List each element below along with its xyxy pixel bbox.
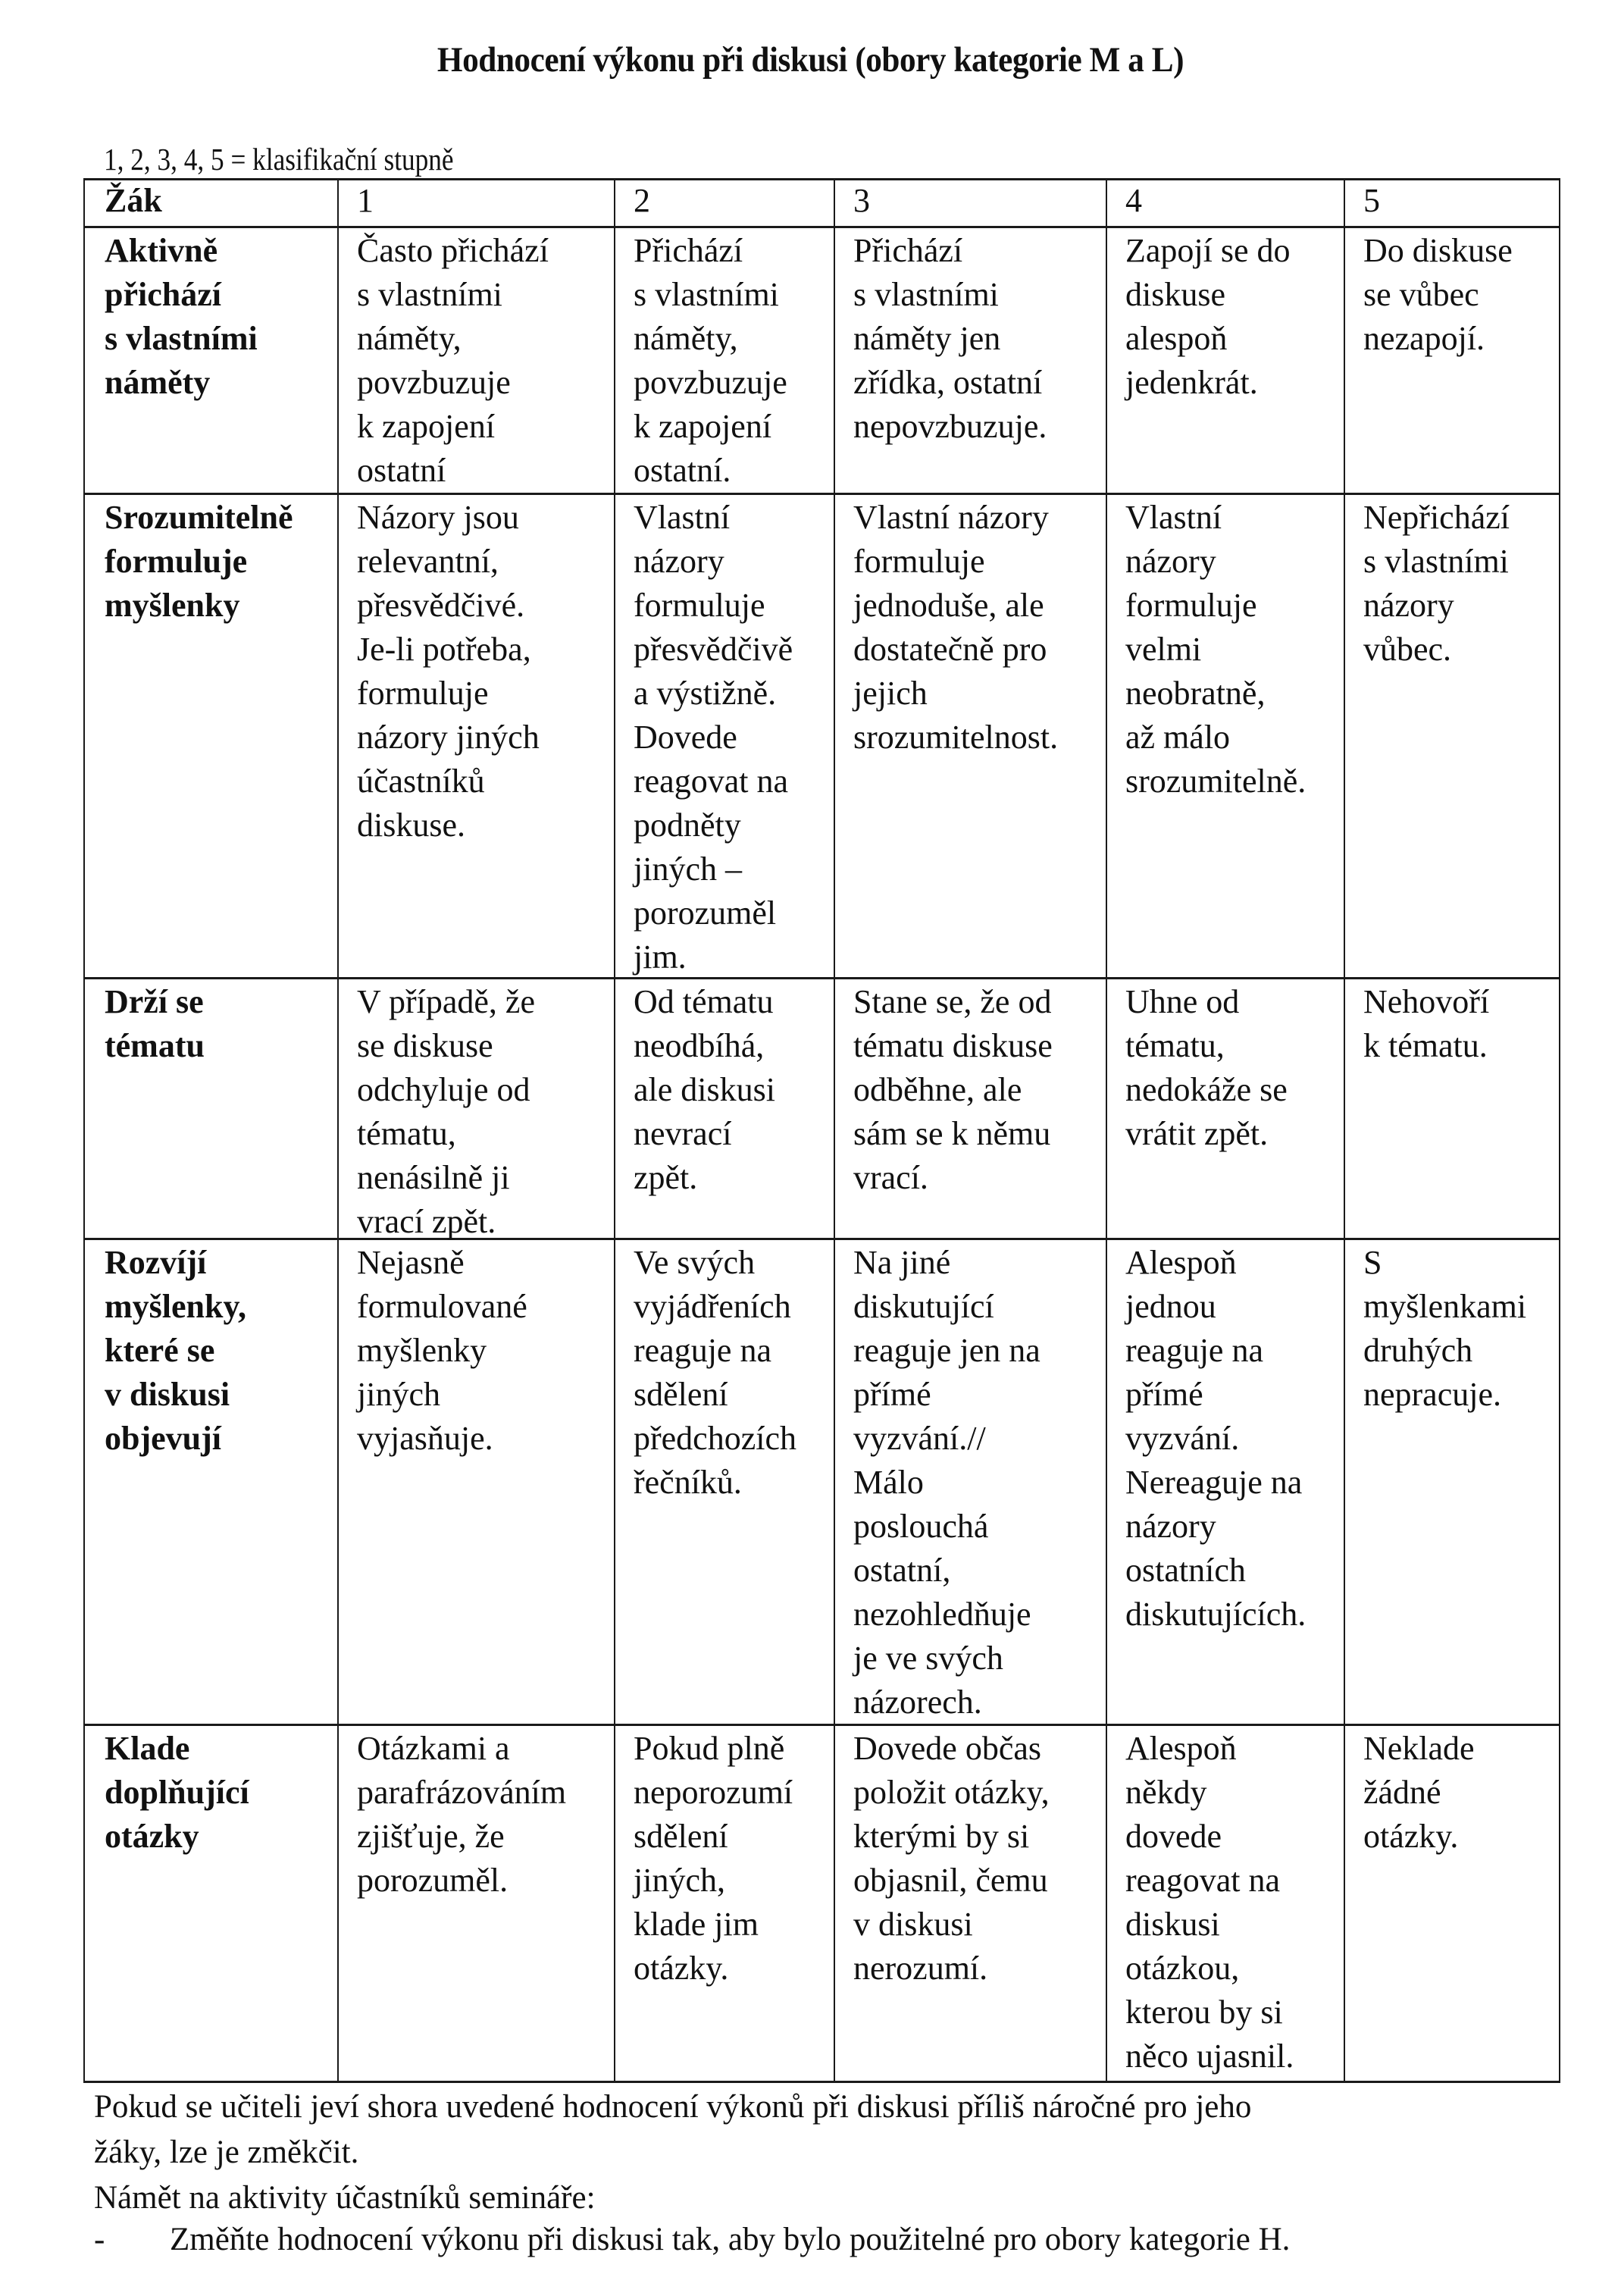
cell-line: Nejasně — [357, 1244, 465, 1281]
cell-line: názory — [634, 543, 724, 580]
cell-line: Vlastní — [634, 499, 731, 536]
grade-legend: 1, 2, 3, 4, 5 = klasifikační stupně — [104, 142, 454, 177]
cell-line: podněty — [634, 807, 741, 844]
criterion-cell — [83, 977, 337, 1238]
criterion-line: přichází — [105, 276, 221, 313]
cell-line: jejich — [853, 675, 928, 712]
cell-line: nedokáže se — [1125, 1071, 1288, 1108]
criterion-cell — [83, 493, 337, 977]
cell-line: formuluje — [853, 543, 985, 580]
cell-line: Je-li potřeba, — [357, 631, 531, 668]
cell-line: Názory jsou — [357, 499, 519, 536]
cell-line: formulované — [357, 1288, 527, 1325]
cell-line: nezapojí. — [1363, 320, 1485, 357]
cell-line: dostatečně pro — [853, 631, 1047, 668]
cell-line: velmi — [1125, 631, 1202, 668]
cell-line: poslouchá — [853, 1508, 989, 1545]
cell-line: ostatní — [357, 452, 446, 489]
cell-line: druhých — [1363, 1332, 1473, 1369]
cell-line: názorech. — [853, 1684, 982, 1721]
cell-line: s vlastními — [634, 276, 779, 313]
cell-line: vrací. — [853, 1159, 928, 1196]
criterion-line: náměty — [105, 364, 211, 401]
cell-line: S — [1363, 1244, 1382, 1281]
header-grade — [614, 178, 834, 226]
cell-line: položit otázky, — [853, 1774, 1050, 1811]
cell-line: názory jiných — [357, 719, 540, 756]
criterion-line: Rozvíjí — [105, 1244, 207, 1281]
criterion-line: Drží se — [105, 983, 204, 1020]
cell-line: se vůbec — [1363, 276, 1479, 313]
cell-line: Ve svých — [634, 1244, 756, 1281]
cell-line: náměty, — [357, 320, 462, 357]
cell-line: reagovat na — [634, 763, 788, 800]
header-label: 2 — [634, 182, 650, 219]
cell-line: k zapojení — [634, 408, 772, 445]
cell-line: přesvědčivé. — [357, 587, 525, 624]
cell-line: diskuse. — [357, 807, 465, 844]
cell-line: přesvědčivě — [634, 631, 793, 668]
header-label: 4 — [1125, 182, 1142, 219]
cell-line: náměty, — [634, 320, 738, 357]
header-grade — [834, 178, 1106, 226]
cell-line: je ve svých — [853, 1640, 1003, 1677]
cell-line: přímé — [853, 1376, 931, 1413]
cell-line: alespoň — [1125, 320, 1228, 357]
cell-line: reaguje na — [634, 1332, 771, 1369]
cell-line: jiných, — [634, 1862, 725, 1899]
criterion-line: myšlenky, — [105, 1288, 247, 1325]
cell-line: objasnil, čemu — [853, 1862, 1048, 1899]
cell-line: kterou by si — [1125, 1994, 1283, 2031]
cell-line: V případě, že — [357, 983, 535, 1020]
cell-line: k zapojení — [357, 408, 496, 445]
cell-line: vůbec. — [1363, 631, 1452, 668]
footer-note-line: Pokud se učiteli jeví shora uvedené hodnocení výkonů při diskusi příliš náročné pro jeho — [94, 2089, 1252, 2125]
criterion-line: s vlastními — [105, 320, 258, 357]
cell-line: sdělení — [634, 1818, 728, 1855]
grade-2-cell — [614, 1724, 834, 2083]
grade-3-cell — [834, 1238, 1106, 1724]
cell-line: někdy — [1125, 1774, 1207, 1811]
cell-line: Alespoň — [1125, 1730, 1237, 1767]
cell-line: Neklade — [1363, 1730, 1475, 1767]
criterion-cell — [83, 1238, 337, 1724]
cell-line: Alespoň — [1125, 1244, 1237, 1281]
cell-line: a výstižně. — [634, 675, 777, 712]
cell-line: Stane se, že od — [853, 983, 1052, 1020]
cell-line: jednou — [1125, 1288, 1216, 1325]
cell-line: jiných — [357, 1376, 440, 1413]
cell-line: neobratně, — [1125, 675, 1266, 712]
grade-4-cell — [1106, 1724, 1344, 2083]
cell-line: nezohledňuje — [853, 1596, 1031, 1633]
cell-line: Uhne od — [1125, 983, 1240, 1020]
criterion-line: Aktivně — [105, 232, 218, 269]
cell-line: předchozích — [634, 1420, 796, 1457]
cell-line: názory — [1125, 1508, 1216, 1545]
cell-line: myšlenkami — [1363, 1288, 1527, 1325]
header-grade — [1344, 178, 1560, 226]
cell-line: jiných – — [634, 850, 742, 888]
cell-line: srozumitelnost. — [853, 719, 1059, 756]
cell-line: diskusi — [1125, 1906, 1220, 1943]
cell-line: Přichází — [853, 232, 963, 269]
cell-line: Nehovoří — [1363, 983, 1490, 1020]
criterion-cell — [83, 1724, 337, 2083]
cell-line: ale diskusi — [634, 1071, 775, 1108]
bullet-marker: - — [94, 2222, 105, 2257]
grade-1-cell — [337, 1724, 614, 2083]
cell-line: tématu diskuse — [853, 1027, 1053, 1064]
criterion-line: objevují — [105, 1420, 221, 1457]
grade-5-cell — [1344, 226, 1560, 493]
header-grade — [337, 178, 614, 226]
header-label: 1 — [357, 182, 374, 219]
cell-line: Pokud plně — [634, 1730, 785, 1767]
activity-heading: Námět na aktivity účastníků semináře: — [94, 2180, 596, 2216]
cell-line: povzbuzuje — [634, 364, 787, 401]
cell-line: s vlastními — [853, 276, 999, 313]
cell-line: reaguje jen na — [853, 1332, 1041, 1369]
cell-line: reaguje na — [1125, 1332, 1263, 1369]
header-label: 3 — [853, 182, 870, 219]
cell-line: Vlastní názory — [853, 499, 1049, 536]
evaluation-table — [83, 178, 1560, 2083]
cell-line: tématu, — [1125, 1027, 1225, 1064]
cell-line: odchyluje od — [357, 1071, 530, 1108]
cell-line: porozuměl. — [357, 1862, 509, 1899]
cell-line: Nepřichází — [1363, 499, 1510, 536]
cell-line: jedenkrát. — [1125, 364, 1258, 401]
cell-line: Vlastní — [1125, 499, 1222, 536]
cell-line: řečníků. — [634, 1464, 742, 1501]
cell-line: Otázkami a — [357, 1730, 510, 1767]
cell-line: vrátit zpět. — [1125, 1115, 1269, 1152]
cell-line: srozumitelně. — [1125, 763, 1307, 800]
cell-line: nepracuje. — [1363, 1376, 1501, 1413]
criterion-line: které se — [105, 1332, 215, 1369]
footer-note-line: žáky, lze je změkčit. — [94, 2135, 359, 2170]
grade-4-cell — [1106, 977, 1344, 1238]
grade-1-cell — [337, 977, 614, 1238]
grade-2-cell — [614, 226, 834, 493]
cell-line: něco ujasnil. — [1125, 2038, 1294, 2075]
cell-line: Dovede občas — [853, 1730, 1042, 1767]
cell-line: formuluje — [1125, 587, 1257, 624]
cell-line: ostatní. — [634, 452, 731, 489]
cell-line: diskutující — [853, 1288, 994, 1325]
grade-5-cell — [1344, 1724, 1560, 2083]
grade-3-cell — [834, 493, 1106, 977]
cell-line: vyzvání.// — [853, 1420, 986, 1457]
cell-line: Často přichází — [357, 232, 549, 269]
grade-4-cell — [1106, 226, 1344, 493]
cell-line: žádné — [1363, 1774, 1441, 1811]
cell-line: odběhne, ale — [853, 1071, 1022, 1108]
bullet-text: Změňte hodnocení výkonu při diskusi tak, aby bylo použitelné pro obory kategorie H. — [170, 2222, 1291, 2257]
grade-1-cell — [337, 1238, 614, 1724]
cell-line: s vlastními — [1363, 543, 1509, 580]
cell-line: diskuse — [1125, 276, 1225, 313]
cell-line: neporozumí — [634, 1774, 793, 1811]
cell-line: nerozumí. — [853, 1950, 988, 1987]
cell-line: se diskuse — [357, 1027, 493, 1064]
cell-line: nepovzbuzuje. — [853, 408, 1047, 445]
cell-line: vyzvání. — [1125, 1420, 1240, 1457]
cell-line: náměty jen — [853, 320, 1001, 357]
grade-5-cell — [1344, 493, 1560, 977]
cell-line: Zapojí se do — [1125, 232, 1291, 269]
cell-line: zjišťuje, že — [357, 1818, 505, 1855]
criterion-line: v diskusi — [105, 1376, 230, 1413]
cell-line: dovede — [1125, 1818, 1222, 1855]
footer-note — [94, 2085, 1251, 2221]
criterion-line: formuluje — [105, 543, 248, 580]
header-label: Žák — [105, 182, 162, 219]
cell-line: vrací zpět. — [357, 1203, 496, 1240]
cell-line: s vlastními — [357, 276, 502, 313]
cell-line: otázkou, — [1125, 1950, 1240, 1987]
grade-5-cell — [1344, 977, 1560, 1238]
cell-line: sdělení — [634, 1376, 728, 1413]
criterion-line: Klade — [105, 1730, 190, 1767]
cell-line: v diskusi — [853, 1906, 973, 1943]
grade-3-cell — [834, 977, 1106, 1238]
grade-3-cell — [834, 226, 1106, 493]
header-label: 5 — [1363, 182, 1380, 219]
criterion-line: otázky — [105, 1818, 199, 1855]
grade-2-cell — [614, 1238, 834, 1724]
criterion-line: tématu — [105, 1027, 205, 1064]
criterion-line: doplňující — [105, 1774, 249, 1811]
cell-line: Dovede — [634, 719, 737, 756]
cell-line: Přichází — [634, 232, 743, 269]
cell-line: účastníků — [357, 763, 485, 800]
header-grade — [1106, 178, 1344, 226]
grade-2-cell — [614, 977, 834, 1238]
criterion-cell — [83, 226, 337, 493]
cell-line: tématu, — [357, 1115, 456, 1152]
cell-line: kterými by si — [853, 1818, 1030, 1855]
cell-line: relevantní, — [357, 543, 499, 580]
cell-line: formuluje — [634, 587, 765, 624]
cell-line: zřídka, ostatní — [853, 364, 1043, 401]
cell-line: jednoduše, ale — [853, 587, 1044, 624]
cell-line: až málo — [1125, 719, 1231, 756]
cell-line: zpět. — [634, 1159, 698, 1196]
criterion-line: myšlenky — [105, 587, 240, 624]
grade-4-cell — [1106, 493, 1344, 977]
cell-line: vyjasňuje. — [357, 1420, 493, 1457]
cell-line: nenásilně ji — [357, 1159, 510, 1196]
cell-line: názory — [1125, 543, 1216, 580]
activity-bullet — [94, 2221, 1290, 2258]
cell-line: otázky. — [1363, 1818, 1459, 1855]
cell-line: formuluje — [357, 675, 489, 712]
grade-5-cell — [1344, 1238, 1560, 1724]
cell-line: názory — [1363, 587, 1454, 624]
cell-line: reagovat na — [1125, 1862, 1280, 1899]
cell-line: ostatní, — [853, 1552, 951, 1589]
cell-line: vyjádřeních — [634, 1288, 791, 1325]
cell-line: k tématu. — [1363, 1027, 1488, 1064]
grade-2-cell — [614, 493, 834, 977]
cell-line: Do diskuse — [1363, 232, 1513, 269]
grade-3-cell — [834, 1724, 1106, 2083]
cell-line: nevrací — [634, 1115, 732, 1152]
cell-line: otázky. — [634, 1950, 729, 1987]
cell-line: jim. — [634, 938, 687, 976]
cell-line: parafrázováním — [357, 1774, 567, 1811]
cell-line: ostatních — [1125, 1552, 1246, 1589]
cell-line: klade jim — [634, 1906, 759, 1943]
criterion-line: Srozumitelně — [105, 499, 293, 536]
cell-line: přímé — [1125, 1376, 1203, 1413]
cell-line: neodbíhá, — [634, 1027, 765, 1064]
cell-line: Na jiné — [853, 1244, 951, 1281]
cell-line: Nereaguje na — [1125, 1464, 1303, 1501]
grade-1-cell — [337, 226, 614, 493]
grade-1-cell — [337, 493, 614, 977]
cell-line: sám se k němu — [853, 1115, 1051, 1152]
cell-line: Od tématu — [634, 983, 774, 1020]
page-title: Hodnocení výkonu při diskusi (obory kategorie M a L) — [437, 40, 1184, 80]
cell-line: myšlenky — [357, 1332, 487, 1369]
cell-line: Málo — [853, 1464, 924, 1501]
grade-4-cell — [1106, 1238, 1344, 1724]
cell-line: povzbuzuje — [357, 364, 511, 401]
cell-line: porozuměl — [634, 894, 777, 932]
cell-line: diskutujících. — [1125, 1596, 1307, 1633]
header-student — [83, 178, 337, 226]
